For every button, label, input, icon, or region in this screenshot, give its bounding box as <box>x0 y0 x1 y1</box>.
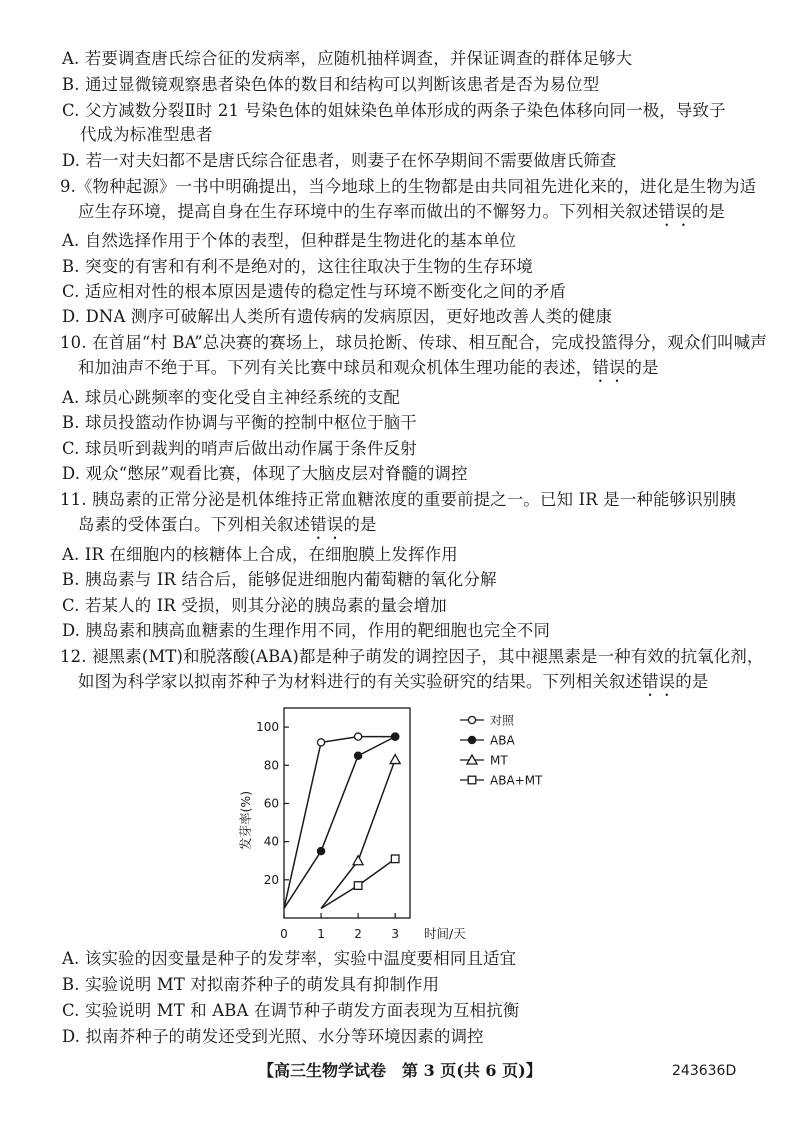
q10-option-b: B. 球员投篮动作协调与平衡的控制中枢位于脑干 <box>62 413 417 432</box>
q10-stem-line1: 10. 在首届“村 BA”总决赛的赛场上，球员抢断、传球、相互配合，完成投篮得分，观众们叫喊声 <box>60 333 767 352</box>
data-point-1 <box>317 848 324 855</box>
q9-stem-tail: 的是 <box>691 202 726 221</box>
data-point-0 <box>355 733 362 740</box>
legend-label: ABA+MT <box>490 773 543 788</box>
x-axis-ticks <box>280 913 399 941</box>
q12-option-b: B. 实验说明 MT 对拟南芥种子的萌发具有抑制作用 <box>62 975 440 994</box>
x-tick-label: 0 <box>280 927 288 941</box>
q8-option-c-line2: 代成为标准型患者 <box>80 125 213 144</box>
q12-emphasis: 错误 <box>642 672 676 691</box>
q11-stem-line2 <box>78 514 377 543</box>
q12-option-a: A. 该实验的因变量是种子的发芽率，实验中温度要相同且适宜 <box>62 949 517 968</box>
q8-option-a: A. 若要调查唐氏综合征的发病率，应随机抽样调查，并保证调查的群体足够大 <box>62 49 633 68</box>
data-point-2 <box>353 856 363 865</box>
q11-option-c: C. 若某人的 IR 受损，则其分泌的胰岛素的量会增加 <box>62 596 447 615</box>
q10-option-a: A. 球员心跳频率的变化受自主神经系统的支配 <box>62 388 401 407</box>
q10-option-d: D. 观众“憋尿”观看比赛，体现了大脑皮层对脊髓的调控 <box>62 464 468 483</box>
data-point-3 <box>354 882 362 890</box>
y-tick-label: 60 <box>263 796 279 811</box>
q12-stem-text: 如图为科学家以拟南芥种子为材料进行的有关实验研究的结果。下列相关叙述 <box>78 672 643 691</box>
x-tick-label: 3 <box>391 927 399 941</box>
x-axis-label: 时间/天 <box>424 926 466 941</box>
q9-option-c: C. 适应相对性的根本原因是遗传的稳定性与环境不断变化之间的矛盾 <box>62 282 567 301</box>
data-point-2 <box>390 755 400 764</box>
q10-stem-text: 和加油声不绝于耳。下列有关比赛中球员和观众机体生理功能的表述， <box>78 358 593 377</box>
q9-option-a: A. 自然选择作用于个体的表型，但种群是生物进化的基本单位 <box>62 231 517 250</box>
q12-stem-line2 <box>78 671 708 700</box>
x-tick-label: 1 <box>317 927 325 941</box>
q9-stem-line1: 9.《物种起源》一书中明确提出，当今地球上的生物都是由共同祖先进化来的，进化是生物为适 <box>60 177 757 196</box>
q10-stem-line2 <box>78 357 659 386</box>
q11-stem-tail: 的是 <box>343 515 377 534</box>
q8-option-d: D. 若一对夫妇都不是唐氏综合征患者，则妻子在怀孕期间不需要做唐氏筛查 <box>62 151 617 170</box>
q12-stem-tail: 的是 <box>675 672 709 691</box>
x-tick-label: 2 <box>354 927 362 941</box>
q11-stem-line1: 11. 胰岛素的正常分泌是机体维持正常血糖浓度的重要前提之一。已知 IR 是一种能够识别胰 <box>60 490 736 509</box>
footer-page-info: 【高三生物学试卷 第 3 页(共 6 页)】 <box>258 1061 542 1080</box>
germination-chart-svg <box>228 700 558 948</box>
data-series <box>284 733 400 908</box>
germination-chart <box>228 700 558 948</box>
q12-option-c: C. 实验说明 MT 和 ABA 在调节种子萌发方面表现为互相抗衡 <box>62 1001 520 1020</box>
legend-marker <box>468 716 475 723</box>
footer-exam-code: 243636D <box>672 1063 737 1079</box>
q10-stem-tail: 的是 <box>625 358 659 377</box>
data-point-3 <box>391 855 399 863</box>
data-point-1 <box>392 733 399 740</box>
q11-option-a: A. IR 在细胞内的核糖体上合成，在细胞膜上发挥作用 <box>62 545 458 564</box>
series-line-1 <box>284 737 395 909</box>
q9-emphasis: 错误 <box>658 202 692 221</box>
legend-label: MT <box>490 753 508 768</box>
q10-emphasis: 错误 <box>592 358 626 377</box>
legend-marker <box>468 776 476 784</box>
q9-option-b: B. 突变的有害和有利不是绝对的，这往往取决于生物的生存环境 <box>62 257 534 276</box>
q11-option-b: B. 胰岛素与 IR 结合后，能够促进细胞内葡萄糖的氧化分解 <box>62 570 497 589</box>
y-tick-label: 100 <box>256 720 279 735</box>
q11-emphasis: 错误 <box>310 515 344 534</box>
q12-option-d: D. 拟南芥种子的萌发还受到光照、水分等环境因素的调控 <box>62 1027 484 1046</box>
y-tick-label: 40 <box>263 834 279 849</box>
data-point-1 <box>355 752 362 759</box>
q9-option-d: D. DNA 测序可破解出人类所有遗传病的发病原因，更好地改善人类的健康 <box>62 307 613 326</box>
y-tick-label: 80 <box>263 758 279 773</box>
legend-label: ABA <box>490 733 515 748</box>
q12-stem-line1: 12. 褪黑素(MT)和脱落酸(ABA)都是种子萌发的调控因子，其中褪黑素是一种有效的抗氧化剂， <box>60 647 764 666</box>
data-point-0 <box>317 739 324 746</box>
q8-option-b: B. 通过显微镜观察患者染色体的数目和结构可以判断该患者是否为易位型 <box>62 75 600 94</box>
q11-option-d: D. 胰岛素和胰高血糖素的生理作用不同，作用的靶细胞也完全不同 <box>62 621 551 640</box>
q9-stem-line2 <box>78 201 725 230</box>
q8-option-c-line1: C. 父方减数分裂Ⅱ时 21 号染色体的姐妹染色单体形成的两条子染色体移向同一极，导致子 <box>62 101 726 120</box>
q10-option-c: C. 球员听到裁判的哨声后做出动作属于条件反射 <box>62 439 417 458</box>
q11-stem-text: 岛素的受体蛋白。下列相关叙述 <box>78 515 311 534</box>
q9-stem-text: 应生存环境，提高自身在生存环境中的生存率而做出的不懈努力。下列相关叙述 <box>78 202 659 221</box>
y-tick-label: 20 <box>263 872 279 887</box>
chart-legend <box>460 713 543 788</box>
legend-marker <box>468 736 475 743</box>
legend-label: 对照 <box>490 713 515 728</box>
y-axis-label: 发芽率(%) <box>238 790 253 850</box>
